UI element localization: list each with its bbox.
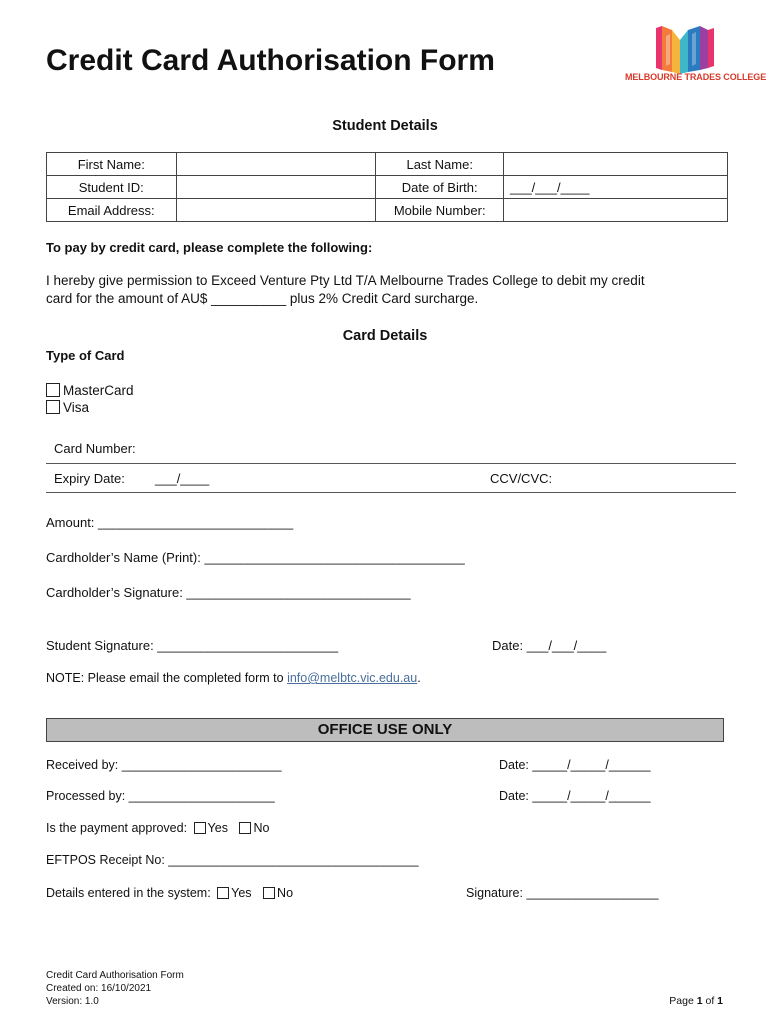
last-name-field[interactable]	[503, 153, 727, 176]
mastercard-label: MasterCard	[63, 383, 134, 398]
cardholder-signature-line[interactable]: Cardholder’s Signature: _______________________________	[46, 585, 411, 600]
payment-approved-label: Is the payment approved:	[46, 821, 188, 835]
dob-field[interactable]: ___/___/____	[503, 176, 727, 199]
page-total: 1	[717, 995, 723, 1007]
mobile-field[interactable]	[503, 199, 727, 222]
approved-yes-checkbox[interactable]	[194, 822, 206, 834]
page-title: Credit Card Authorisation Form	[46, 44, 495, 77]
cardholder-name-line[interactable]: Cardholder’s Name (Print): ____________________________________	[46, 550, 465, 565]
page-current: 1	[696, 995, 703, 1007]
permission-paragraph	[46, 272, 736, 308]
student-details-heading: Student Details	[332, 118, 438, 134]
email-label: Email Address:	[47, 199, 177, 222]
card-details-heading: Card Details	[342, 328, 428, 344]
note-suffix: .	[417, 671, 421, 685]
ccv-label: CCV/CVC:	[490, 471, 553, 486]
logo-wordmark: MELBOURNE TRADES COLLEGE	[625, 72, 767, 82]
email-field[interactable]	[176, 199, 376, 222]
approved-yes-label: Yes	[207, 821, 228, 835]
received-by-line[interactable]: Received by: _______________________	[46, 758, 282, 772]
amount-line[interactable]: Amount: ___________________________	[46, 515, 294, 530]
payment-instruction: To pay by credit card, please complete the following:	[46, 240, 373, 255]
details-entered-row	[46, 886, 293, 900]
first-name-field[interactable]	[176, 153, 376, 176]
student-details-table	[46, 152, 728, 222]
email-note	[46, 671, 421, 685]
processed-by-line[interactable]: Processed by: _____________________	[46, 789, 275, 803]
card-type-label: Type of Card	[46, 348, 125, 363]
card-number-divider	[46, 463, 736, 464]
entered-yes-checkbox[interactable]	[217, 887, 229, 899]
visa-checkbox[interactable]	[46, 400, 60, 414]
note-prefix: NOTE: Please email the completed form to	[46, 671, 288, 685]
processed-date-line[interactable]: Date: _____/_____/______	[499, 789, 651, 803]
mobile-label: Mobile Number:	[376, 199, 504, 222]
footer-created: Created on: 16/10/2021	[46, 983, 152, 994]
mastercard-checkbox[interactable]	[46, 383, 60, 397]
visa-label: Visa	[63, 400, 90, 415]
page-of: of	[702, 995, 718, 1007]
details-entered-label: Details entered in the system:	[46, 886, 211, 900]
footer	[46, 969, 184, 1008]
last-name-label: Last Name:	[376, 153, 504, 176]
first-name-label: First Name:	[47, 153, 177, 176]
visa-option[interactable]	[46, 400, 89, 415]
entered-no-label: No	[277, 886, 294, 900]
student-id-label: Student ID:	[47, 176, 177, 199]
payment-approved-row	[46, 821, 269, 835]
page-number	[669, 995, 723, 1007]
approved-no-checkbox[interactable]	[239, 822, 251, 834]
dob-label: Date of Birth:	[376, 176, 504, 199]
student-signature-line[interactable]: Student Signature: _________________________	[46, 638, 339, 653]
footer-version: Version: 1.0	[46, 996, 99, 1007]
student-date-line[interactable]: Date: ___/___/____	[492, 638, 607, 653]
expiry-field[interactable]: ___/____	[155, 471, 210, 486]
email-link[interactable]: info@melbtc.vic.edu.au	[287, 671, 418, 685]
mastercard-option[interactable]	[46, 383, 134, 398]
office-use-heading: OFFICE USE ONLY	[46, 718, 724, 742]
permission-line-1: I hereby give permission to Exceed Venture Pty Ltd T/A Melbourne Trades College to debit my credit	[46, 273, 645, 288]
permission-line-2: card for the amount of AU$ __________ plus 2% Credit Card surcharge.	[46, 291, 479, 306]
approved-no-label: No	[253, 821, 270, 835]
card-number-label: Card Number:	[54, 441, 136, 456]
footer-form-name: Credit Card Authorisation Form	[46, 970, 184, 981]
expiry-divider	[46, 492, 736, 493]
entered-no-checkbox[interactable]	[263, 887, 275, 899]
office-signature-line[interactable]: Signature: ___________________	[466, 886, 659, 900]
eftpos-receipt-line[interactable]: EFTPOS Receipt No: ____________________________________	[46, 853, 419, 867]
student-id-field[interactable]	[176, 176, 376, 199]
expiry-label: Expiry Date:	[54, 471, 125, 486]
received-date-line[interactable]: Date: _____/_____/______	[499, 758, 651, 772]
page-prefix: Page	[669, 995, 697, 1007]
entered-yes-label: Yes	[231, 886, 252, 900]
